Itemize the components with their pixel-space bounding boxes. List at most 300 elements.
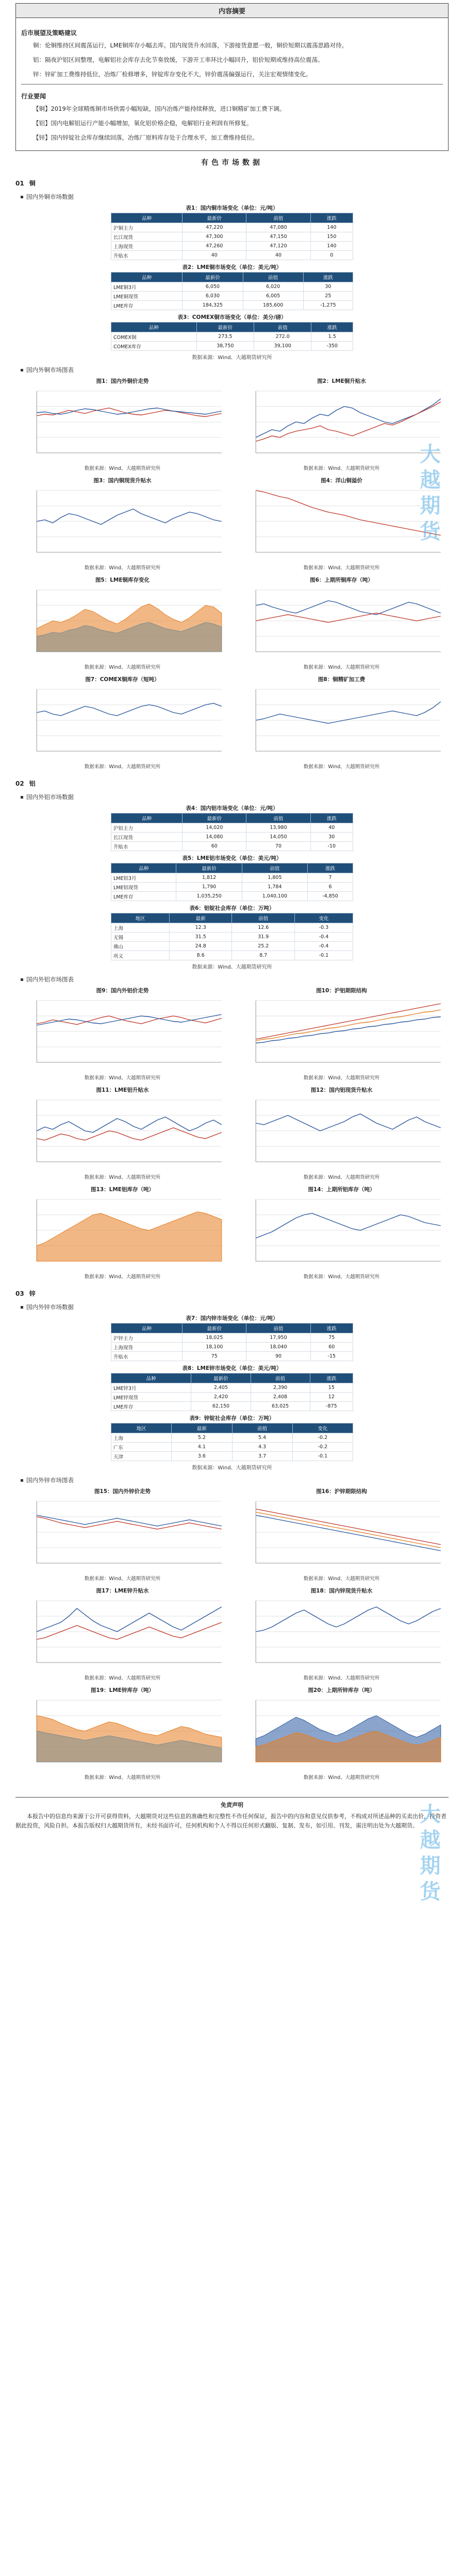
table-row	[111, 292, 353, 301]
table-caption: 表6：铝锭社会库存（单位：万吨）	[189, 905, 275, 911]
table-cell: 272.0	[254, 332, 311, 342]
table-cell: 14,080	[183, 833, 246, 842]
subsection-title: 国内外铝市场图表	[26, 976, 74, 983]
bullet-icon	[21, 196, 23, 198]
chart-svg	[21, 386, 224, 463]
table-cell: -0.4	[295, 933, 353, 942]
table-cell: 2,408	[251, 1393, 310, 1402]
chart-source: 数据来源：Wind、大越期货研究所	[84, 1075, 161, 1081]
table-header-cell: 品种	[111, 213, 183, 223]
table-cell: 40	[183, 251, 246, 260]
table-caption: 表7：国内锌市场变化（单位：元/吨）	[186, 1315, 278, 1321]
table-cell: -0.2	[292, 1433, 353, 1443]
series-line	[37, 509, 222, 524]
chart-svg	[240, 1596, 443, 1673]
series-line	[37, 1128, 222, 1140]
market-data-title: 有色市场数据	[201, 159, 263, 167]
table-row	[111, 942, 353, 951]
watermark: 大越期货	[417, 1803, 440, 1906]
table-row	[111, 923, 353, 933]
table-cell: 60	[310, 1343, 353, 1352]
chart-title: 图11：LME铝升贴水	[96, 1087, 149, 1093]
chart	[240, 1686, 443, 1782]
data-table	[111, 1423, 353, 1461]
table-row	[111, 1383, 353, 1393]
table-header-cell: 最新价	[183, 213, 246, 223]
section-number: 02	[15, 780, 24, 787]
table-row	[111, 1433, 353, 1443]
table-cell: 长江现货	[111, 833, 183, 842]
series-line	[256, 490, 441, 535]
chart	[240, 1587, 443, 1682]
chart	[240, 1487, 443, 1583]
chart-source: 数据来源：Wind、大越期货研究所	[84, 1175, 161, 1180]
table-cell: 75	[183, 1352, 246, 1361]
table-header-cell: 品种	[111, 273, 183, 282]
table-header-cell: 最新价	[196, 323, 254, 332]
series-line	[256, 1017, 441, 1043]
table-cell: 40	[310, 823, 353, 833]
table-header-cell: 涨跌	[310, 1324, 353, 1333]
table-header-cell: 品种	[111, 814, 183, 823]
chart-svg	[240, 684, 443, 761]
table-header-cell: 前值	[251, 1374, 310, 1383]
table-cell: 18,100	[183, 1343, 246, 1352]
section-name: 铝	[29, 780, 36, 787]
chart-svg	[21, 1496, 224, 1573]
table-row	[111, 883, 353, 892]
chart-svg	[240, 995, 443, 1073]
chart	[240, 377, 443, 472]
table-cell: 75	[310, 1333, 353, 1343]
table-caption: 表8：LME锌市场变化（单位：美元/吨）	[182, 1365, 282, 1371]
market-sections	[15, 179, 449, 1782]
table-row	[111, 933, 353, 942]
table-cell: -0.4	[295, 942, 353, 951]
table-cell: -15	[310, 1352, 353, 1361]
table-cell: LME铝3月	[111, 873, 176, 883]
section-heading	[15, 779, 449, 788]
subsection-heading	[21, 1476, 449, 1484]
table-header-cell: 地区	[111, 1423, 172, 1433]
disclaimer-text: 本报告中的信息均来源于公开可获得资料，大越期货对这些信息的准确性和完整性不作任何保证，报告中的内容和意见仅供参考，不构成对所述品种的买卖出价，投资者据此投资，风险自担。本报告版权归大越期货所有，未经书面许可，任何机构和个人不得以任何形式翻版、复制、发布，如引用、刊发，需注明出处为大越期货。	[15, 1813, 446, 1829]
table-cell: 47,220	[183, 223, 246, 232]
table-cell: COMEX铜	[111, 332, 197, 342]
chart	[240, 675, 443, 771]
section-02	[15, 779, 449, 1281]
chart-source: 数据来源：Wind、大越期货研究所	[303, 565, 380, 571]
table-header-cell: 品种	[111, 863, 176, 873]
table-cell: LME铜3月	[111, 282, 183, 292]
table-cell: 1.5	[311, 332, 353, 342]
table-cell: -4,850	[308, 892, 353, 901]
table-cell: 1,035,250	[176, 892, 242, 901]
data-table	[111, 1323, 353, 1361]
table-header-cell: 前值	[254, 323, 311, 332]
table-header-cell: 涨跌	[308, 863, 353, 873]
table-cell: LME库存	[111, 1402, 191, 1411]
series-line	[256, 1114, 441, 1131]
table-cell: 140	[310, 242, 353, 251]
summary-box	[15, 3, 449, 151]
table-header-cell: 品种	[111, 1374, 191, 1383]
chart	[240, 1185, 443, 1281]
bullet-icon	[21, 1479, 23, 1482]
series-line	[37, 1117, 222, 1132]
table-cell: 3.7	[232, 1452, 292, 1461]
data-tables	[111, 1314, 353, 1471]
table-row	[111, 1443, 353, 1452]
table-cell: 31.5	[169, 933, 232, 942]
table-header-cell: 最新价	[183, 814, 246, 823]
table-cell: 15	[310, 1383, 353, 1393]
table-header-cell: 品种	[111, 1324, 183, 1333]
data-tables	[111, 804, 353, 970]
table-cell: 24.8	[169, 942, 232, 951]
table-cell: LME库存	[111, 301, 183, 310]
table-cell: 升贴水	[111, 251, 183, 260]
table-cell: 6,005	[243, 292, 303, 301]
chart	[21, 477, 224, 572]
table-cell: 天津	[111, 1452, 172, 1461]
chart-source: 数据来源：Wind、大越期货研究所	[303, 1175, 380, 1180]
chart-svg	[21, 1095, 224, 1172]
table-header-cell: 前值	[232, 913, 295, 923]
table-cell: 18,040	[246, 1343, 310, 1352]
chart-title: 图14：上期所铝库存（吨）	[308, 1187, 375, 1193]
table-header-cell: 变化	[292, 1423, 353, 1433]
chart-source: 数据来源：Wind、大越期货研究所	[303, 665, 380, 670]
section-01	[15, 179, 449, 771]
chart-title: 图19：LME锌库存（吨）	[91, 1687, 154, 1693]
subsection-title: 国内外锌市场图表	[26, 1477, 74, 1484]
table-cell: LME铜现货	[111, 292, 183, 301]
table-row	[111, 833, 353, 842]
chart-source: 数据来源：Wind、大越期货研究所	[303, 466, 380, 471]
section-heading	[15, 179, 449, 188]
chart-grid	[15, 987, 449, 1281]
chart-svg	[240, 485, 443, 563]
table-header-cell: 最新价	[183, 273, 243, 282]
series-line	[256, 1512, 441, 1548]
series-line	[256, 1213, 441, 1238]
subsection-heading	[21, 793, 449, 801]
table-cell: 8.6	[169, 951, 232, 960]
series-line	[256, 402, 441, 442]
table-cell: 12.6	[232, 923, 295, 933]
chart	[240, 987, 443, 1082]
chart	[240, 1086, 443, 1181]
table-cell: 140	[310, 223, 353, 232]
table-cell: 2,420	[191, 1393, 251, 1402]
table-row	[111, 1352, 353, 1361]
chart	[21, 987, 224, 1082]
table-header-row	[111, 863, 353, 873]
table-header-row	[111, 814, 353, 823]
table-row	[111, 1402, 353, 1411]
table-cell: 1,040,100	[242, 892, 307, 901]
table-cell: 47,300	[183, 232, 246, 242]
table-header-row	[111, 1324, 353, 1333]
table-cell: 上海	[111, 1433, 172, 1443]
chart-title: 图13：LME铝库存（吨）	[91, 1187, 154, 1193]
table-cell: 30	[303, 282, 353, 292]
table-header-cell: 品种	[111, 323, 197, 332]
chart-svg	[21, 1194, 224, 1272]
subsection-heading	[21, 193, 449, 201]
chart-source: 数据来源：Wind、大越期货研究所	[303, 1675, 380, 1681]
summary-paragraph: 铝：隔夜沪铝区间整理，电解铝社会库存去化节奏放缓，下游开工率环比小幅回升，铝价短期或维持高位震荡。	[33, 56, 324, 63]
table-cell: 沪铝主力	[111, 823, 183, 833]
chart-title: 图5：LME铜库存变化	[95, 577, 150, 583]
table-cell: 12.3	[169, 923, 232, 933]
chart-source: 数据来源：Wind、大越期货研究所	[303, 1775, 380, 1781]
series-line	[256, 1509, 441, 1545]
chart-source: 数据来源：Wind、大越期货研究所	[303, 764, 380, 770]
table-cell: 63,025	[251, 1402, 310, 1411]
table-header-cell: 最新	[172, 1423, 232, 1433]
table-cell: 14,020	[183, 823, 246, 833]
summary-paragraph: 铜：伦铜维持区间震荡运行，LME铜库存小幅去库。国内现货升水回落，下游接货意愿一般，铜价短期以震荡思路对待。	[33, 42, 348, 49]
table-header-cell: 最新价	[176, 863, 242, 873]
table-caption: 表2：LME铜市场变化（单位：美元/吨）	[182, 264, 282, 270]
table-caption: 表5：LME铝市场变化（单位：美元/吨）	[182, 855, 282, 861]
table-cell: 上海现货	[111, 1343, 183, 1352]
series-line	[37, 703, 222, 716]
chart-source: 数据来源：Wind、大越期货研究所	[303, 1075, 380, 1081]
table-cell: 8.7	[232, 951, 295, 960]
table-cell: 13,980	[246, 823, 310, 833]
series-line	[256, 601, 441, 615]
table-header-row	[111, 1374, 353, 1383]
chart-title: 图2：LME铜升贴水	[317, 378, 366, 384]
series-area	[37, 1212, 222, 1261]
section-name: 铜	[29, 180, 36, 187]
chart-svg	[240, 386, 443, 463]
table-header-cell: 最新价	[183, 1324, 246, 1333]
table-cell: 14,050	[246, 833, 310, 842]
subsection-title: 国内外铝市场数据	[26, 793, 74, 801]
chart-svg	[21, 684, 224, 761]
chart-title: 图10：沪铝期限结构	[316, 988, 367, 994]
bullet-icon	[21, 369, 23, 371]
table-row	[111, 951, 353, 960]
table-cell: 47,080	[246, 223, 310, 232]
chart-source: 数据来源：Wind、大越期货研究所	[84, 565, 161, 571]
table-cell: 150	[310, 232, 353, 242]
table-cell: 47,150	[246, 232, 310, 242]
table-cell: 184,325	[183, 301, 243, 310]
table-header-cell: 涨跌	[310, 1374, 353, 1383]
table-cell: -350	[311, 342, 353, 351]
data-table	[111, 322, 353, 351]
table-row	[111, 1343, 353, 1352]
chart	[21, 377, 224, 472]
watermark: 大越期货	[417, 443, 440, 546]
table-cell: -0.1	[295, 951, 353, 960]
bullet-icon	[21, 1306, 23, 1309]
table-cell: 70	[246, 842, 310, 851]
chart-source: 数据来源：Wind、大越期货研究所	[84, 1274, 161, 1280]
table-cell: -0.3	[295, 923, 353, 933]
overview-heading: 后市展望及策略建议	[21, 29, 77, 37]
table-header-cell: 涨跌	[311, 323, 353, 332]
data-table	[111, 213, 353, 260]
chart	[240, 477, 443, 572]
table-cell: 7	[308, 873, 353, 883]
table-cell: -875	[310, 1402, 353, 1411]
chart-title: 图18：国内锌现货升贴水	[310, 1588, 373, 1594]
chart-title: 图20：上期所锌库存（吨）	[308, 1687, 375, 1693]
table-cell: 上海	[111, 923, 170, 933]
table-header-cell: 前值	[242, 863, 307, 873]
chart-grid	[15, 1487, 449, 1782]
table-cell: 185,600	[243, 301, 303, 310]
table-row	[111, 823, 353, 833]
chart-title: 图6：上期所铜库存（吨）	[310, 577, 373, 583]
table-row	[111, 1452, 353, 1461]
table-header-cell: 变化	[295, 913, 353, 923]
table-cell: 4.1	[172, 1443, 232, 1452]
table-cell: COMEX库存	[111, 342, 197, 351]
section-name: 锌	[29, 1290, 36, 1297]
table-header-cell: 涨跌	[310, 814, 353, 823]
table-cell: 25	[303, 292, 353, 301]
table-cell: 5.2	[172, 1433, 232, 1443]
table-cell: LME锌3月	[111, 1383, 191, 1393]
table-row	[111, 232, 353, 242]
table-row	[111, 251, 353, 260]
table-row	[111, 301, 353, 310]
table-cell: 0	[310, 251, 353, 260]
chart-svg	[240, 1496, 443, 1573]
table-row	[111, 332, 353, 342]
table-cell: 1,805	[242, 873, 307, 883]
table-row	[111, 1393, 353, 1402]
chart	[21, 1185, 224, 1281]
table-cell: 1,790	[176, 883, 242, 892]
table-header-row	[111, 1423, 353, 1433]
chart	[21, 1086, 224, 1181]
table-cell: 6,020	[243, 282, 303, 292]
data-table	[111, 1373, 353, 1411]
table-cell: 25.2	[232, 942, 295, 951]
series-line	[256, 399, 441, 437]
chart-svg	[240, 585, 443, 662]
chart-title: 图4：洋山铜溢价	[321, 478, 362, 484]
table-header-cell: 前值	[246, 213, 310, 223]
table-header-cell: 前值	[246, 1324, 310, 1333]
table-caption: 表9：锌锭社会库存（单位：万吨）	[189, 1415, 275, 1421]
table-cell: -1,275	[303, 301, 353, 310]
table-row	[111, 223, 353, 232]
chart	[21, 1587, 224, 1682]
table-header-cell: 涨跌	[303, 273, 353, 282]
table-cell: 38,750	[196, 342, 254, 351]
table-header-row	[111, 323, 353, 332]
chart-title: 图1：国内外铜价走势	[96, 378, 149, 384]
section-heading	[15, 1289, 449, 1298]
news-heading: 行业要闻	[21, 93, 46, 100]
bullet-icon	[21, 978, 23, 981]
chart-svg	[240, 1095, 443, 1172]
data-tables	[111, 204, 353, 361]
chart-svg	[21, 485, 224, 563]
table-row	[111, 342, 353, 351]
data-table	[111, 913, 353, 960]
subsection-heading	[21, 1303, 449, 1311]
table-header-row	[111, 273, 353, 282]
data-table	[111, 272, 353, 310]
table-row	[111, 282, 353, 292]
chart	[240, 576, 443, 671]
table-source: 数据来源：Wind、大越期货研究所	[192, 355, 272, 361]
disclaimer-title: 免责声明	[221, 1802, 243, 1808]
chart-title: 图8：铜精矿加工费	[318, 676, 366, 683]
chart-svg	[240, 1695, 443, 1772]
table-cell: LME锌现货	[111, 1393, 191, 1402]
table-caption: 表1：国内铜市场变化（单位：元/吨）	[186, 205, 278, 211]
chart-source: 数据来源：Wind、大越期货研究所	[84, 764, 161, 770]
chart-source: 数据来源：Wind、大越期货研究所	[84, 1775, 161, 1781]
news-item: 【铝】国内电解铝运行产能小幅增加，氧化铝价格企稳，电解铝行业利润有所修复。	[33, 120, 253, 127]
table-cell: 60	[183, 842, 246, 851]
table-source: 数据来源：Wind、大越期货研究所	[192, 964, 272, 970]
table-cell: 升贴水	[111, 1352, 183, 1361]
data-table	[111, 863, 353, 901]
table-caption: 表4：国内铝市场变化（单位：元/吨）	[186, 805, 278, 811]
news-item: 【锌】国内锌锭社会库存继续回落，冶炼厂原料库存处于合理水平，加工费维持低位。	[33, 134, 258, 141]
subsection-heading	[21, 366, 449, 374]
series-line	[256, 1004, 441, 1039]
table-cell: 6,030	[183, 292, 243, 301]
table-cell: 30	[310, 833, 353, 842]
news-item: 【铜】2019年全球精炼铜市场供需小幅短缺，国内冶炼产能持续释放，进口铜精矿加工费下调。	[33, 105, 286, 112]
chart-title: 图9：国内外铝价走势	[96, 988, 149, 994]
subsection-title: 国内外锌市场数据	[26, 1303, 74, 1311]
chart-source: 数据来源：Wind、大越期货研究所	[84, 665, 161, 670]
chart	[21, 1686, 224, 1782]
chart-title: 图7：COMEX铜库存（短吨）	[85, 676, 160, 683]
series-line	[37, 408, 222, 417]
chart-title: 图12：国内铝现货升贴水	[310, 1087, 373, 1093]
chart-title: 图17：LME锌升贴水	[96, 1588, 149, 1594]
table-cell: LME库存	[111, 892, 176, 901]
table-header-row	[111, 213, 353, 223]
table-cell: 广东	[111, 1443, 172, 1452]
chart-source: 数据来源：Wind、大越期货研究所	[84, 466, 161, 471]
series-line	[256, 1607, 441, 1632]
chart-title: 图16：沪锌期限结构	[316, 1488, 367, 1495]
table-cell: 31.9	[232, 933, 295, 942]
table-cell: 17,950	[246, 1333, 310, 1343]
section-03	[15, 1289, 449, 1782]
chart-source: 数据来源：Wind、大越期货研究所	[84, 1576, 161, 1582]
section-number: 01	[15, 180, 24, 187]
table-cell: 39,100	[254, 342, 311, 351]
table-cell: 1,812	[176, 873, 242, 883]
table-cell: 2,390	[251, 1383, 310, 1393]
chart	[21, 1487, 224, 1583]
chart-source: 数据来源：Wind、大越期货研究所	[303, 1274, 380, 1280]
table-cell: 长江现货	[111, 232, 183, 242]
table-header-cell: 最新	[169, 913, 232, 923]
table-cell: 3.6	[172, 1452, 232, 1461]
table-cell: 62,150	[191, 1402, 251, 1411]
table-header-cell: 前值	[232, 1423, 292, 1433]
chart-source: 数据来源：Wind、大越期货研究所	[84, 1675, 161, 1681]
table-cell: 18,025	[183, 1333, 246, 1343]
